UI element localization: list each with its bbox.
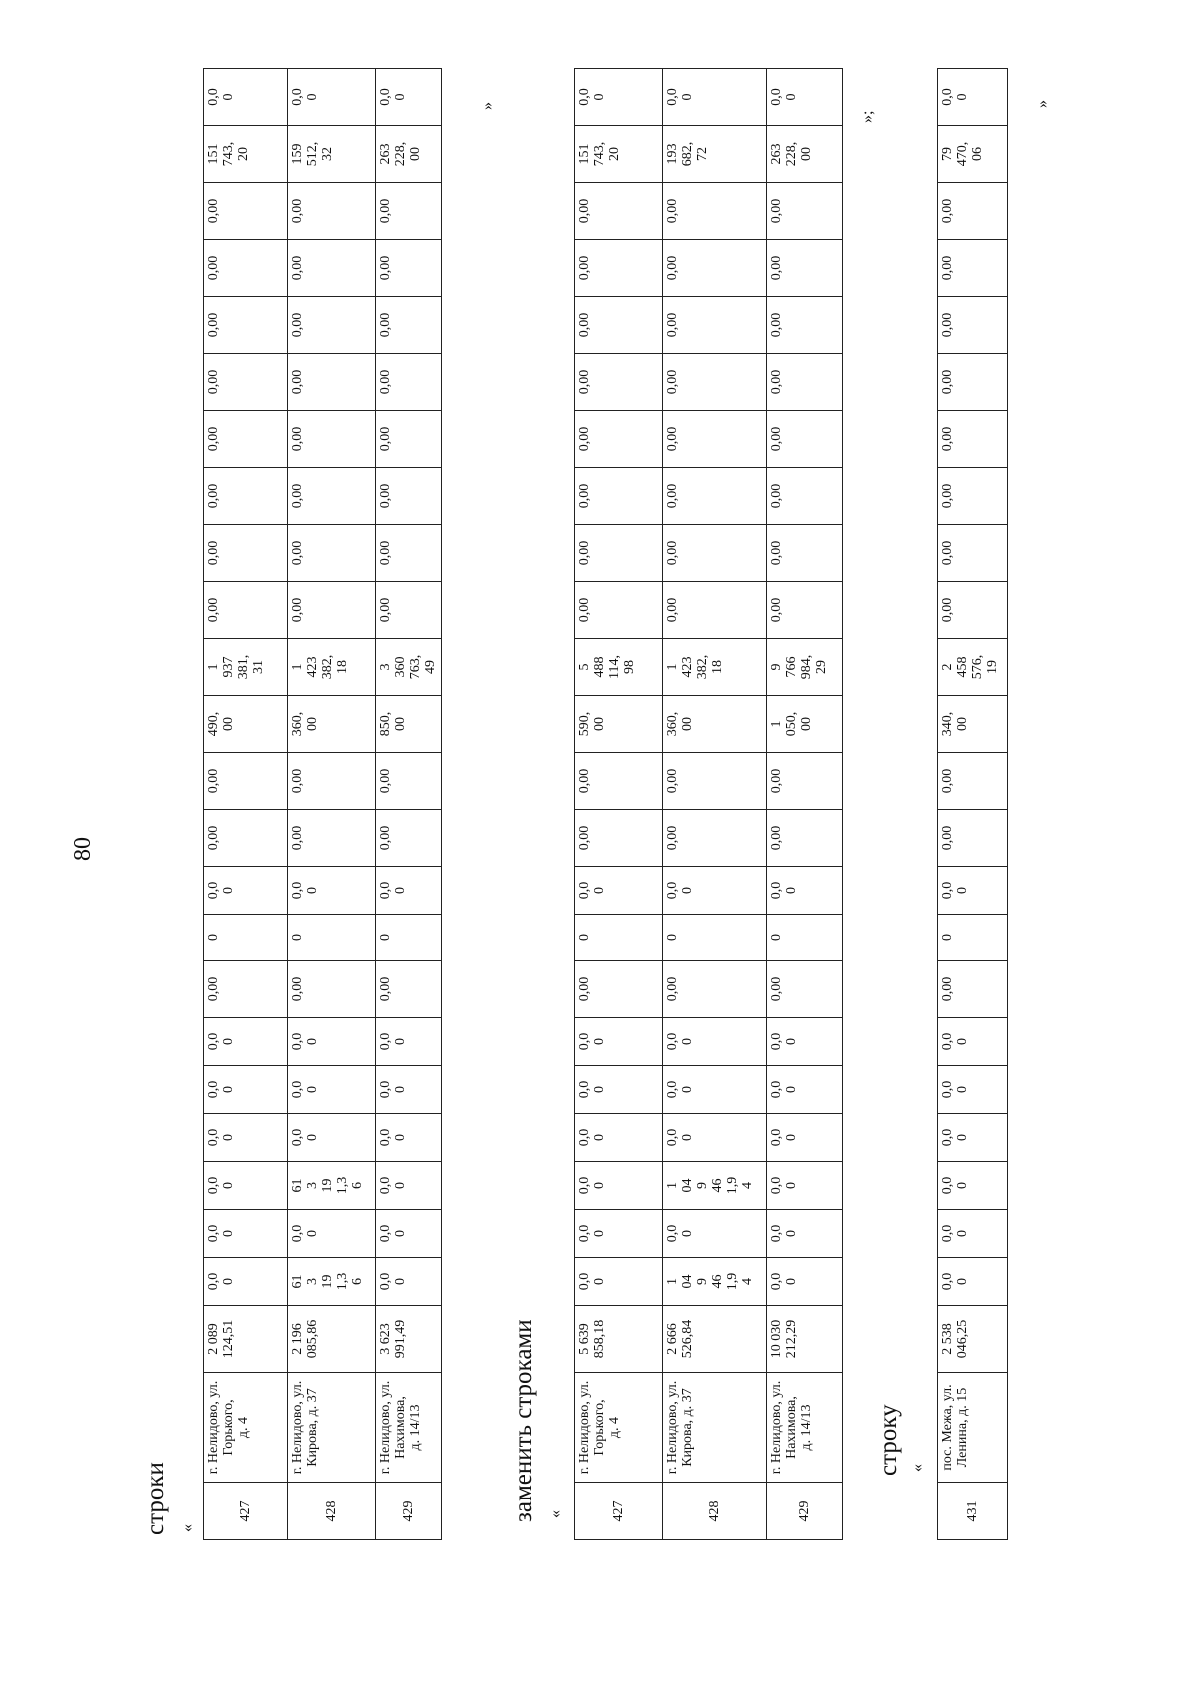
value-cell: 151 743, 20 bbox=[204, 126, 288, 183]
value-cell: 0,00 bbox=[767, 582, 843, 639]
value-cell: 0,00 bbox=[767, 961, 843, 1018]
value-cell: 0,0 0 bbox=[938, 867, 1008, 915]
value-cell: 61 3 19 1,3 6 bbox=[288, 1258, 376, 1306]
value-cell: 0,00 bbox=[288, 297, 376, 354]
value-cell: 0,00 bbox=[288, 240, 376, 297]
section-label-rows: строки bbox=[142, 1462, 169, 1535]
page-number: 80 bbox=[70, 837, 96, 861]
value-cell: 79 470, 06 bbox=[938, 126, 1008, 183]
value-cell: 0,00 bbox=[938, 810, 1008, 867]
value-cell: 0,00 bbox=[663, 183, 767, 240]
value-cell: 2 196 085,86 bbox=[288, 1306, 376, 1373]
value-cell: 0,00 bbox=[575, 468, 663, 525]
value-cell: 0,0 0 bbox=[938, 1162, 1008, 1210]
value-cell: 1 050, 00 bbox=[767, 696, 843, 753]
value-cell: 1 423 382, 18 bbox=[663, 639, 767, 696]
value-cell: 0,00 bbox=[575, 582, 663, 639]
value-cell: 0,0 0 bbox=[663, 1210, 767, 1258]
value-cell: 0,00 bbox=[938, 411, 1008, 468]
value-cell: 0,00 bbox=[767, 525, 843, 582]
value-cell: 0,00 bbox=[288, 961, 376, 1018]
value-cell: 0,00 bbox=[663, 354, 767, 411]
value-cell: 263 228, 00 bbox=[376, 126, 442, 183]
value-cell: 0,0 0 bbox=[575, 867, 663, 915]
value-cell: 0,00 bbox=[288, 525, 376, 582]
table-block-2 bbox=[574, 68, 843, 1540]
table-block-1 bbox=[203, 68, 442, 1540]
value-cell: 0,0 0 bbox=[938, 1066, 1008, 1114]
value-cell: 0 bbox=[767, 915, 843, 961]
value-cell: 0,00 bbox=[204, 240, 288, 297]
value-cell: 0,00 bbox=[663, 810, 767, 867]
value-cell: 0,00 bbox=[663, 961, 767, 1018]
value-cell: 0,0 0 bbox=[288, 1066, 376, 1114]
value-cell: 0,0 0 bbox=[288, 1114, 376, 1162]
value-cell: 0,0 0 bbox=[767, 1210, 843, 1258]
value-cell: 0,0 0 bbox=[288, 1210, 376, 1258]
value-cell: 0,0 0 bbox=[204, 69, 288, 126]
value-cell: 0,00 bbox=[663, 297, 767, 354]
value-cell: 0,0 0 bbox=[204, 1114, 288, 1162]
value-cell: 10 030 212,29 bbox=[767, 1306, 843, 1373]
value-cell: 0,00 bbox=[663, 468, 767, 525]
value-cell: 0,00 bbox=[376, 753, 442, 810]
value-cell: 850, 00 bbox=[376, 696, 442, 753]
value-cell: 0,00 bbox=[575, 183, 663, 240]
address-cell: г. Нелидово, ул. Нахимова, д. 14/13 bbox=[376, 1373, 442, 1483]
close-quote: »; bbox=[859, 110, 876, 123]
value-cell: 0,0 0 bbox=[767, 867, 843, 915]
address-cell: пос. Межа, ул. Ленина, д. 15 bbox=[938, 1373, 1008, 1483]
close-quote: » bbox=[479, 102, 496, 110]
value-cell: 5 488 114, 98 bbox=[575, 639, 663, 696]
value-cell: 0,00 bbox=[376, 411, 442, 468]
value-cell: 0,00 bbox=[938, 240, 1008, 297]
value-cell: 0,00 bbox=[663, 582, 767, 639]
value-cell: 0,0 0 bbox=[376, 1258, 442, 1306]
value-cell: 0,00 bbox=[575, 411, 663, 468]
value-cell: 3 360 763, 49 bbox=[376, 639, 442, 696]
value-cell: 9 766 984, 29 bbox=[767, 639, 843, 696]
value-cell: 0,00 bbox=[204, 961, 288, 1018]
value-cell: 159 512, 32 bbox=[288, 126, 376, 183]
value-cell: 0 bbox=[663, 915, 767, 961]
value-cell: 0 bbox=[204, 915, 288, 961]
row-number-cell: 429 bbox=[767, 1483, 843, 1540]
close-quote: » bbox=[1034, 100, 1051, 108]
value-cell: 0,0 0 bbox=[663, 1114, 767, 1162]
value-cell: 0,0 0 bbox=[767, 1114, 843, 1162]
value-cell: 0 bbox=[575, 915, 663, 961]
value-cell: 0,00 bbox=[204, 468, 288, 525]
value-cell: 0,00 bbox=[376, 183, 442, 240]
value-cell: 0,0 0 bbox=[767, 1258, 843, 1306]
section-label-replace: заменить строками bbox=[510, 1319, 537, 1522]
value-cell: 0,0 0 bbox=[767, 1162, 843, 1210]
table-block-3 bbox=[937, 68, 1008, 1540]
value-cell: 0,00 bbox=[575, 240, 663, 297]
value-cell: 0,0 0 bbox=[288, 69, 376, 126]
value-cell: 0,0 0 bbox=[204, 1162, 288, 1210]
value-cell: 0,00 bbox=[575, 525, 663, 582]
value-cell: 0,00 bbox=[663, 240, 767, 297]
value-cell: 0,00 bbox=[204, 753, 288, 810]
value-cell: 0,0 0 bbox=[376, 1018, 442, 1066]
row-number-cell: 428 bbox=[288, 1483, 376, 1540]
value-cell: 0,00 bbox=[288, 753, 376, 810]
value-cell: 0,00 bbox=[663, 411, 767, 468]
value-cell: 0,0 0 bbox=[767, 1018, 843, 1066]
value-cell: 0,00 bbox=[663, 525, 767, 582]
value-cell: 0,0 0 bbox=[575, 1066, 663, 1114]
value-cell: 193 682, 72 bbox=[663, 126, 767, 183]
row-number-cell: 431 bbox=[938, 1483, 1008, 1540]
value-cell: 0,00 bbox=[575, 961, 663, 1018]
value-cell: 340, 00 bbox=[938, 696, 1008, 753]
value-cell: 0,00 bbox=[376, 468, 442, 525]
value-cell: 0,00 bbox=[204, 411, 288, 468]
value-cell: 2 666 526,84 bbox=[663, 1306, 767, 1373]
value-cell: 3 623 991,49 bbox=[376, 1306, 442, 1373]
value-cell: 0,0 0 bbox=[376, 1066, 442, 1114]
address-cell: г. Нелидово, ул. Горького, д. 4 bbox=[204, 1373, 288, 1483]
value-cell: 2 538 046,25 bbox=[938, 1306, 1008, 1373]
value-cell: 0,00 bbox=[938, 297, 1008, 354]
value-cell: 0,0 0 bbox=[204, 867, 288, 915]
value-cell: 0,0 0 bbox=[376, 69, 442, 126]
value-cell: 0,00 bbox=[204, 354, 288, 411]
table-row bbox=[767, 69, 843, 1540]
value-cell: 0,0 0 bbox=[204, 1210, 288, 1258]
value-cell: 0,00 bbox=[767, 354, 843, 411]
table-row bbox=[288, 69, 376, 1540]
value-cell: 360, 00 bbox=[288, 696, 376, 753]
table-row bbox=[204, 69, 288, 1540]
value-cell: 0,0 0 bbox=[663, 69, 767, 126]
value-cell: 0,0 0 bbox=[575, 1018, 663, 1066]
value-cell: 0,00 bbox=[767, 411, 843, 468]
value-cell: 1 04 9 46 1,9 4 bbox=[663, 1162, 767, 1210]
value-cell: 1 04 9 46 1,9 4 bbox=[663, 1258, 767, 1306]
value-cell: 0,00 bbox=[376, 525, 442, 582]
value-cell: 263 228, 00 bbox=[767, 126, 843, 183]
value-cell: 0,0 0 bbox=[288, 1018, 376, 1066]
value-cell: 0,00 bbox=[938, 468, 1008, 525]
value-cell: 0 bbox=[938, 915, 1008, 961]
value-cell: 0,00 bbox=[288, 468, 376, 525]
value-cell: 0,0 0 bbox=[938, 1210, 1008, 1258]
value-cell: 360, 00 bbox=[663, 696, 767, 753]
value-cell: 0,0 0 bbox=[938, 1258, 1008, 1306]
value-cell: 0,00 bbox=[575, 297, 663, 354]
value-cell: 0,00 bbox=[376, 810, 442, 867]
table-row bbox=[376, 69, 442, 1540]
value-cell: 0,0 0 bbox=[767, 69, 843, 126]
value-cell: 0,00 bbox=[288, 183, 376, 240]
value-cell: 0,0 0 bbox=[204, 1018, 288, 1066]
value-cell: 0,00 bbox=[767, 810, 843, 867]
value-cell: 0,0 0 bbox=[575, 1162, 663, 1210]
value-cell: 0,00 bbox=[767, 183, 843, 240]
value-cell: 0,0 0 bbox=[767, 1066, 843, 1114]
row-number-cell: 428 bbox=[663, 1483, 767, 1540]
open-quote: « bbox=[179, 1524, 196, 1532]
row-number-cell: 429 bbox=[376, 1483, 442, 1540]
value-cell: 0 bbox=[288, 915, 376, 961]
value-cell: 0,0 0 bbox=[575, 1258, 663, 1306]
value-cell: 490, 00 bbox=[204, 696, 288, 753]
value-cell: 0,00 bbox=[376, 961, 442, 1018]
value-cell: 0,00 bbox=[376, 297, 442, 354]
value-cell: 0,00 bbox=[767, 753, 843, 810]
value-cell: 0,0 0 bbox=[663, 1018, 767, 1066]
value-cell: 0,00 bbox=[767, 297, 843, 354]
table-row bbox=[663, 69, 767, 1540]
value-cell: 0,00 bbox=[204, 525, 288, 582]
value-cell: 0,00 bbox=[663, 753, 767, 810]
value-cell: 0,00 bbox=[938, 582, 1008, 639]
address-cell: г. Нелидово, ул. Горького, д. 4 bbox=[575, 1373, 663, 1483]
value-cell: 0,0 0 bbox=[376, 1114, 442, 1162]
table-row bbox=[938, 69, 1008, 1540]
value-cell: 5 639 858,18 bbox=[575, 1306, 663, 1373]
open-quote: « bbox=[547, 1510, 564, 1518]
value-cell: 0,0 0 bbox=[204, 1258, 288, 1306]
value-cell: 0,0 0 bbox=[376, 867, 442, 915]
value-cell: 590, 00 bbox=[575, 696, 663, 753]
value-cell: 0,00 bbox=[288, 354, 376, 411]
value-cell: 2 089 124,51 bbox=[204, 1306, 288, 1373]
value-cell: 0,00 bbox=[376, 582, 442, 639]
value-cell: 0,0 0 bbox=[376, 1210, 442, 1258]
value-cell: 61 3 19 1,3 6 bbox=[288, 1162, 376, 1210]
value-cell: 0,00 bbox=[575, 354, 663, 411]
value-cell: 0 bbox=[376, 915, 442, 961]
value-cell: 0,00 bbox=[767, 468, 843, 525]
value-cell: 0,0 0 bbox=[204, 1066, 288, 1114]
value-cell: 0,00 bbox=[938, 183, 1008, 240]
value-cell: 0,0 0 bbox=[938, 1114, 1008, 1162]
value-cell: 0,00 bbox=[376, 354, 442, 411]
value-cell: 0,0 0 bbox=[575, 69, 663, 126]
value-cell: 151 743, 20 bbox=[575, 126, 663, 183]
value-cell: 1 423 382, 18 bbox=[288, 639, 376, 696]
value-cell: 0,0 0 bbox=[575, 1114, 663, 1162]
value-cell: 1 937 381, 31 bbox=[204, 639, 288, 696]
value-cell: 0,00 bbox=[288, 411, 376, 468]
address-cell: г. Нелидово, ул. Кирова, д. 37 bbox=[288, 1373, 376, 1483]
row-number-cell: 427 bbox=[575, 1483, 663, 1540]
value-cell: 0,00 bbox=[204, 183, 288, 240]
value-cell: 0,0 0 bbox=[575, 1210, 663, 1258]
section-label-row: строку bbox=[875, 1404, 902, 1476]
value-cell: 0,00 bbox=[288, 582, 376, 639]
value-cell: 0,0 0 bbox=[663, 1066, 767, 1114]
row-number-cell: 427 bbox=[204, 1483, 288, 1540]
address-cell: г. Нелидово, ул. Нахимова, д. 14/13 bbox=[767, 1373, 843, 1483]
value-cell: 0,00 bbox=[938, 354, 1008, 411]
value-cell: 0,0 0 bbox=[663, 867, 767, 915]
open-quote: « bbox=[909, 1464, 926, 1472]
value-cell: 0,00 bbox=[204, 582, 288, 639]
value-cell: 0,00 bbox=[938, 525, 1008, 582]
value-cell: 0,0 0 bbox=[376, 1162, 442, 1210]
value-cell: 0,0 0 bbox=[938, 69, 1008, 126]
value-cell: 0,0 0 bbox=[938, 1018, 1008, 1066]
value-cell: 0,00 bbox=[767, 240, 843, 297]
value-cell: 0,00 bbox=[204, 810, 288, 867]
value-cell: 0,00 bbox=[575, 753, 663, 810]
table-row bbox=[575, 69, 663, 1540]
value-cell: 0,00 bbox=[204, 297, 288, 354]
address-cell: г. Нелидово, ул. Кирова, д. 37 bbox=[663, 1373, 767, 1483]
value-cell: 0,0 0 bbox=[288, 867, 376, 915]
value-cell: 0,00 bbox=[575, 810, 663, 867]
value-cell: 2 458 576, 19 bbox=[938, 639, 1008, 696]
value-cell: 0,00 bbox=[938, 753, 1008, 810]
value-cell: 0,00 bbox=[288, 810, 376, 867]
value-cell: 0,00 bbox=[376, 240, 442, 297]
value-cell: 0,00 bbox=[938, 961, 1008, 1018]
